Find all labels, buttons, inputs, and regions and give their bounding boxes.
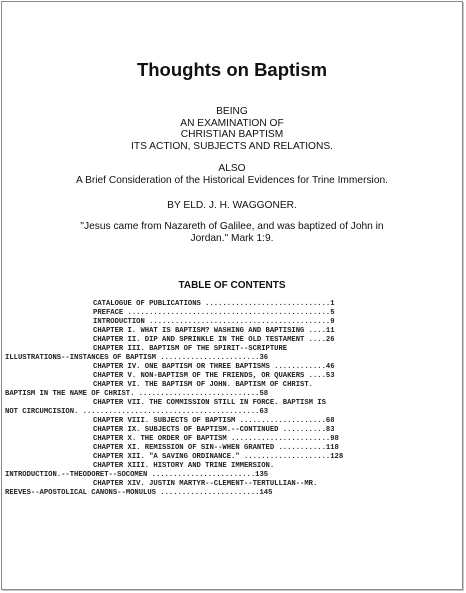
- toc-line: CHAPTER XII. "A SAVING ORDINANCE." ....................128: [93, 453, 344, 461]
- toc-line: CHAPTER X. THE ORDER OF BAPTISM .......................98: [93, 435, 339, 443]
- toc-line: CHAPTER XIV. JUSTIN MARTYR--CLEMENT--TERTULLIAN--MR.: [93, 480, 318, 488]
- toc-line: CHAPTER IV. ONE BAPTISM OR THREE BAPTISMS ............46: [93, 363, 335, 371]
- toc-line: CHAPTER II. DIP AND SPRINKLE IN THE OLD TESTAMENT ....26: [93, 336, 335, 344]
- toc-line: NOT CIRCUMCISION. .........................................63: [5, 408, 269, 416]
- toc-line: REEVES--APOSTOLICAL CANONS--MONULUS .......................145: [5, 489, 273, 497]
- also-line: ALSO: [218, 163, 246, 174]
- being-line: BEING: [216, 106, 248, 117]
- toc-line: CHAPTER III. BAPTISM OF THE SPIRIT--SCRIPTURE: [93, 345, 288, 353]
- toc-line: INTRODUCTION.--THEODORET--SOCOMEN ........................135: [5, 471, 269, 479]
- toc-line: CHAPTER V. NON-BAPTISM OF THE FRIENDS, OR QUAKERS ....53: [93, 372, 335, 380]
- toc-line: PREFACE ...............................................5: [93, 309, 335, 317]
- also-line: A Brief Consideration of the Historical Evidences for Trine Immersion.: [76, 174, 388, 186]
- epigraph-line: Jordan." Mark 1:9.: [190, 232, 274, 244]
- toc-line: BAPTISM IN THE NAME OF CHRIST. ............................58: [5, 390, 269, 398]
- toc-line: CHAPTER IX. SUBJECTS OF BAPTISM.--CONTINUED ..........83: [93, 426, 335, 434]
- document-page: [1, 1, 463, 590]
- being-block: [2, 106, 462, 152]
- being-line: CHRISTIAN BAPTISM: [180, 129, 284, 140]
- toc-line: CATALOGUE OF PUBLICATIONS .............................1: [93, 300, 335, 308]
- epigraph: [2, 221, 462, 244]
- toc-line: ILLUSTRATIONS--INSTANCES OF BAPTISM .......................36: [5, 354, 269, 362]
- toc-line: CHAPTER I. WHAT IS BAPTISM? WASHING AND BAPTISING ....11: [93, 327, 335, 335]
- being-line: AN EXAMINATION OF: [180, 117, 284, 129]
- toc-heading: TABLE OF CONTENTS: [178, 280, 286, 291]
- also-block: [2, 163, 462, 186]
- toc-line: CHAPTER XIII. HISTORY AND TRINE IMMERSION.: [93, 462, 275, 470]
- toc-line: INTRODUCTION ..........................................9: [93, 318, 335, 326]
- being-line: ITS ACTION, SUBJECTS AND RELATIONS.: [131, 140, 333, 152]
- toc-line: CHAPTER VI. THE BAPTISM OF JOHN. BAPTISM OF CHRIST.: [93, 381, 313, 389]
- document-title: Thoughts on Baptism: [136, 59, 328, 80]
- toc-line: CHAPTER VIII. SUBJECTS OF BAPTISM ....................68: [93, 417, 335, 425]
- epigraph-line: "Jesus came from Nazareth of Galilee, and was baptized of John in: [80, 221, 384, 232]
- toc-line: CHAPTER XI. REMISSION OF SIN--WHEN GRANTED ...........118: [93, 444, 339, 452]
- toc-line: CHAPTER VII. THE COMMISSION STILL IN FORCE. BAPTISM IS: [93, 399, 326, 407]
- author-line: BY ELD. J. H. WAGGONER.: [167, 200, 297, 211]
